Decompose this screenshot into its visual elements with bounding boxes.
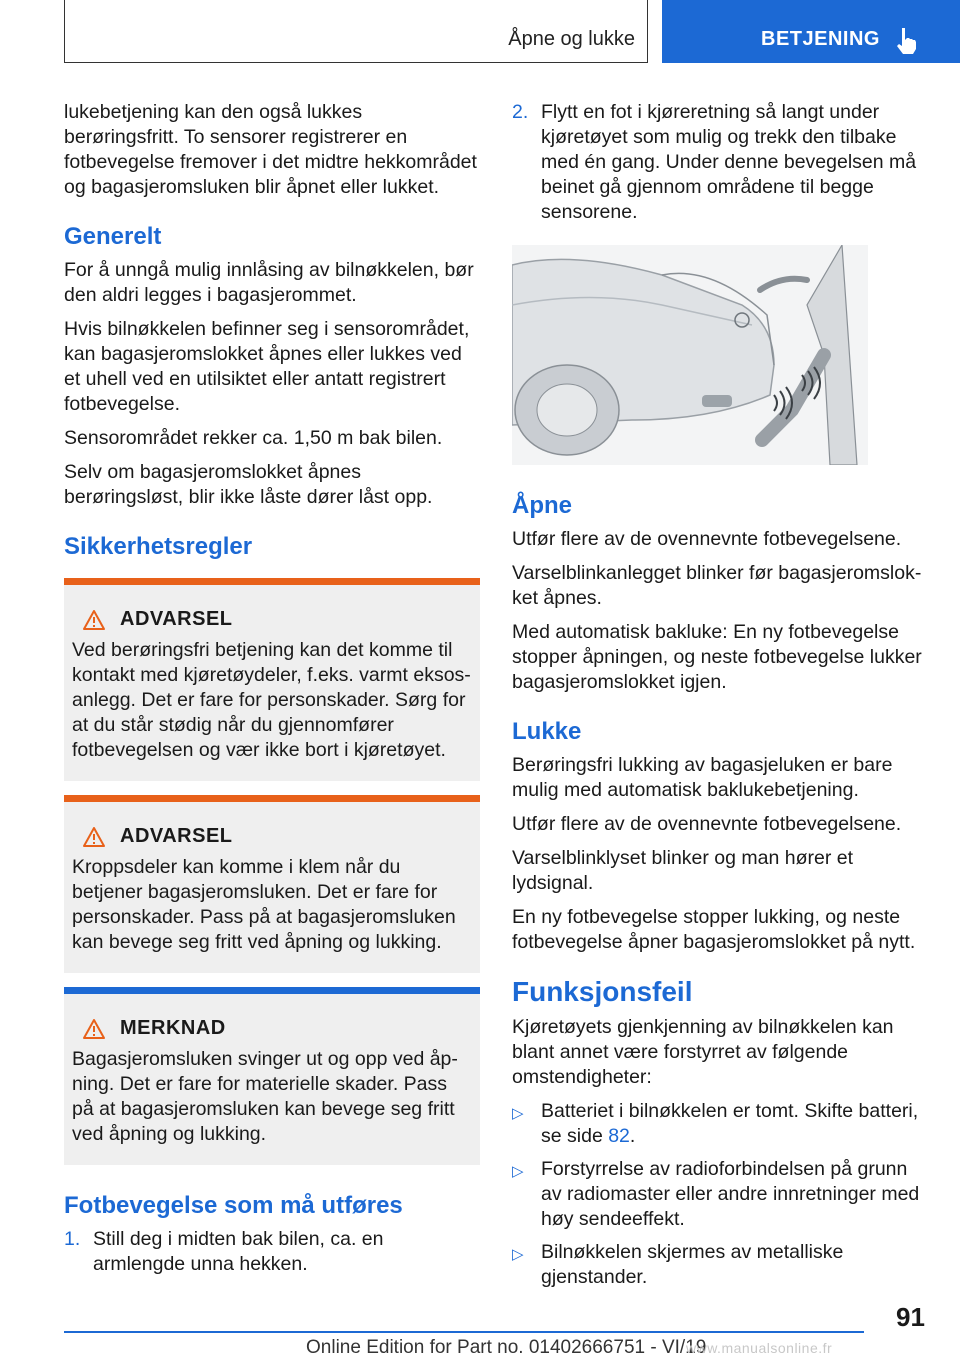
note-title: MERKNAD [120, 1017, 226, 1039]
heading-fotbevegelse: Fotbevegelse som må utføres [64, 1192, 403, 1219]
list-item-text: Forstyrrelse av radioforbindelsen på grunn av radiomaster eller andre innretninger med høy sendeeffekt. [541, 1158, 920, 1230]
close-paragraph-2: Utfør flere av de ovennevnte fotbevegelsene. [512, 813, 902, 835]
list-item-text: Batteriet i bilnøkkelen er tomt. Skifte batteri, se side 82. [541, 1100, 919, 1147]
warning-triangle-icon [82, 826, 106, 848]
open-paragraph-3: Med automatisk bakluke: En ny fotbevegelse stopper åpningen, og neste fotbevegelse lukker bagasjeromslokket igjen. [512, 621, 922, 693]
close-paragraph-3: Varselblinklyset blinker og man hører et lydsignal. [512, 847, 854, 894]
general-paragraph-4: Selv om bagasjeromslokket åpnes berøringsløst, blir ikke låste dører låst opp. [64, 461, 433, 508]
note-triangle-icon [82, 1018, 106, 1040]
footer-edition: Online Edition for Part no. 01402666751 - VI/19 [306, 1337, 707, 1358]
step-number: 1. [64, 1228, 81, 1250]
heading-lukke: Lukke [512, 718, 582, 745]
close-paragraph-4: En ny fotbevegelse stopper lukking, og neste fotbevegelse åpner bagasjeromslokket på nytt. [512, 906, 916, 953]
heading-sikkerhetsregler: Sikkerhetsregler [64, 533, 253, 560]
open-paragraph-2: Varselblinkanlegget blinker før bagasjeromslokket åpnes. [512, 562, 922, 609]
warning-triangle-icon [82, 609, 106, 631]
step-item [64, 1227, 480, 1277]
warning-text: Kroppsdeler kan komme i klem når du betjener bagasjeromsluken. Det er fare for personskader. Pass på at bagasjeromsluken kan bevege seg fritt ved åpning og lukking. [72, 856, 456, 953]
close-paragraph-1: Berøringsfri lukking av bagasjeluken er bare mulig med automatisk baklukebetjening. [512, 754, 893, 801]
general-paragraph-3: Sensorområdet rekker ca. 1,50 m bak bilen. [64, 427, 443, 449]
intro-paragraph: lukebetjening kan den også lukkes berøringsfritt. To sensorer registrerer en fotbevegelse fremover i det midtre hekkområdet og bagasjeromsluken blir åpnet eller lukket. [64, 101, 477, 198]
general-paragraph-1: For å unngå mulig innlåsing av bilnøkkelen, bør den aldri legges i bagasjerommet. [64, 259, 474, 306]
step-number: 2. [512, 101, 529, 123]
list-item [512, 1099, 928, 1149]
triangle-bullet-icon: ▷ [512, 1163, 524, 1180]
heading-funksjonsfeil: Funksjonsfeil [512, 976, 693, 1007]
header-section-title: Åpne og lukke [508, 28, 635, 50]
step-item [512, 100, 928, 225]
header-section-box [64, 0, 648, 63]
step-text: Still deg i midten bak bilen, ca. en armlengde unna hekken. [93, 1228, 384, 1275]
triangle-bullet-icon: ▷ [512, 1105, 524, 1122]
header-chapter-title: BETJENING [761, 28, 880, 50]
fault-paragraph: Kjøretøyets gjenkjenning av bilnøkkelen kan blant annet være forstyrret av følgende omstendigheter: [512, 1016, 894, 1088]
page-link[interactable]: 82 [608, 1125, 630, 1147]
triangle-bullet-icon: ▷ [512, 1246, 524, 1263]
note-text: Bagasjeromsluken svinger ut og opp ved åpning. Det er fare for materielle skader. Pass på at bagasjeromsluken kan bevege seg fritt ved åpning og lukking. [72, 1048, 458, 1145]
header-chapter-tab [662, 0, 960, 63]
footer-watermark: www.manualsonline.fr [686, 1340, 833, 1356]
list-item [512, 1240, 928, 1290]
left-column [64, 100, 480, 1285]
open-paragraph-1: Utfør flere av de ovennevnte fotbevegelsene. [512, 528, 902, 550]
hand-pointer-icon [894, 26, 920, 56]
step-text: Flytt en fot i kjøreretning så langt under kjøretøyet som mulig og trekk den tilbake med én gang. Under denne bevegelsen må beinet gå gjennom områdene til begge sensorene. [541, 101, 917, 223]
warning-box-2 [64, 795, 480, 973]
heading-generelt: Generelt [64, 223, 162, 250]
heading-apne: Åpne [512, 492, 572, 519]
warning-text: Ved berøringsfri betjening kan det komme til kontakt med kjøretøydeler, f.eks. varmt eksosanlegg. Det er fare for personskader. Sørg for at du står stødig når du gjennomfører fotbevegelsen og vær ikke bort i kjøretøyet. [72, 639, 471, 761]
page-number: 91 [896, 1302, 925, 1332]
general-paragraph-2: Hvis bilnøkkelen befinner seg i sensorområdet, kan bagasjeromslokket åpnes eller lukkes ved et uhell ved en utilsiktet eller antatt registrert fotbevegelse. [64, 318, 470, 415]
warning-title: ADVARSEL [120, 608, 233, 630]
car-kick-sensor-illustration [512, 245, 868, 465]
list-item [512, 1157, 928, 1232]
footer-divider [64, 1331, 864, 1333]
right-column [512, 100, 928, 1298]
note-box [64, 987, 480, 1165]
warning-box-1 [64, 578, 480, 781]
warning-title: ADVARSEL [120, 825, 233, 847]
list-item-text: Bilnøkkelen skjermes av metalliske gjenstander. [541, 1241, 844, 1288]
